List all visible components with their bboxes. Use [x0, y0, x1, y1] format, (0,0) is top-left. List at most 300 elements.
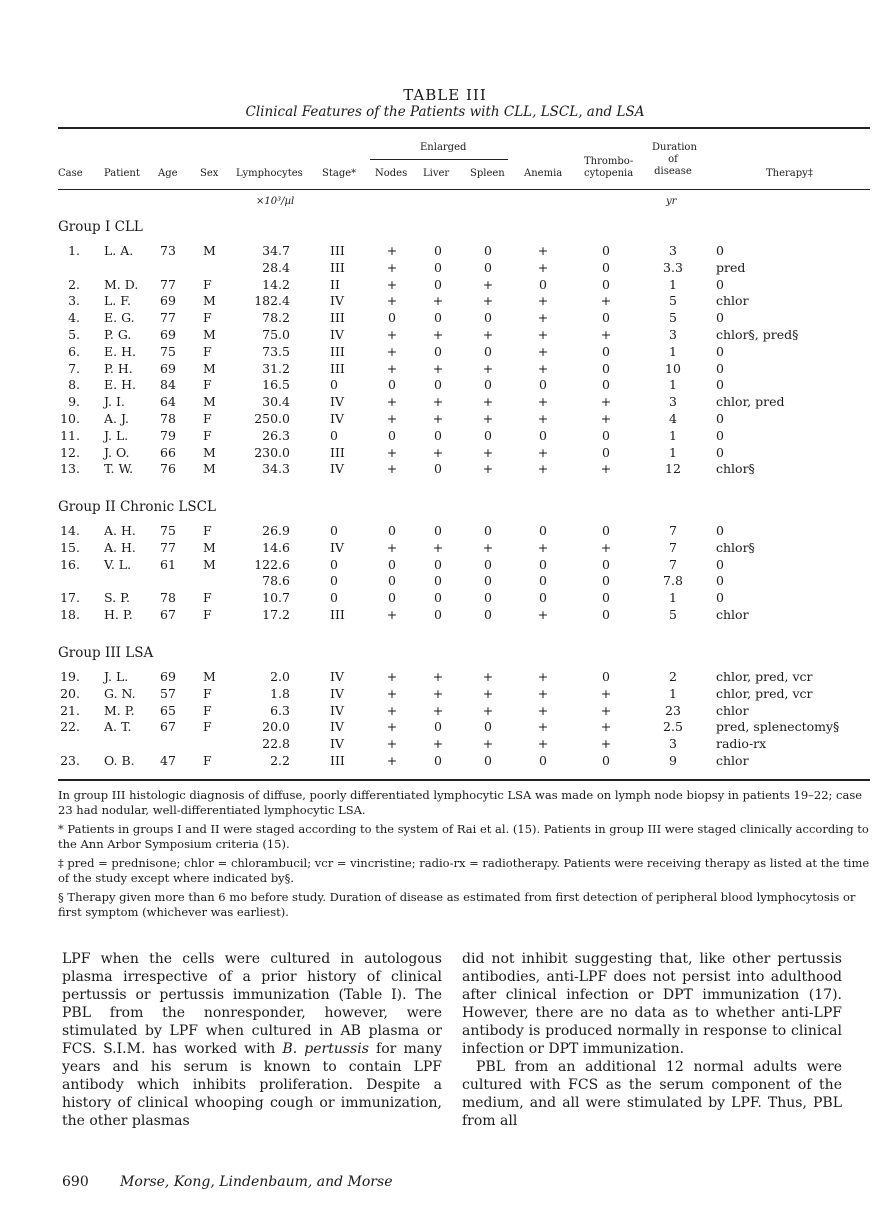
cell-anemia: +: [537, 343, 549, 359]
cell-anemia: +: [537, 394, 549, 410]
cell-therapy: 0: [716, 444, 724, 460]
cell-duration: 7: [669, 556, 677, 572]
cell-nodes: 0: [388, 556, 396, 572]
cell-liver: 0: [434, 523, 442, 538]
header-liver: Liver: [423, 168, 450, 179]
cell-lymphocytes: 22.8: [262, 736, 290, 752]
cell-patient: S. P.: [104, 590, 130, 606]
group-label: Group III LSA: [58, 645, 154, 661]
cell-duration: 3.3: [663, 259, 683, 275]
cell-lymphocytes: 182.4: [254, 293, 290, 309]
cell-age: 78: [160, 411, 176, 426]
cell-lymphocytes: 1.8: [270, 685, 290, 701]
cell-sex: F: [203, 343, 212, 359]
cell-liver: +: [432, 411, 444, 426]
cell-case: 7.: [68, 360, 80, 376]
cell-stage: IV: [330, 461, 344, 477]
cell-spleen: +: [482, 394, 494, 410]
cell-age: 64: [160, 394, 176, 410]
cell-thrombocytopenia: 0: [602, 259, 610, 275]
cell-liver: +: [432, 293, 444, 309]
table-top-rule: [58, 127, 870, 129]
cell-duration: 1: [669, 590, 677, 606]
cell-lymphocytes: 2.2: [270, 753, 290, 768]
cell-thrombocytopenia: 0: [602, 276, 610, 292]
cell-patient: A. J.: [104, 411, 129, 426]
cell-lymphocytes: 78.6: [262, 573, 290, 589]
cell-sex: M: [203, 556, 216, 572]
cell-case: 8.: [68, 377, 80, 393]
cell-duration: 5: [669, 607, 677, 622]
cell-stage: 0: [330, 427, 338, 443]
cell-anemia: +: [537, 293, 549, 309]
cell-stage: III: [330, 444, 345, 460]
cell-patient: L. F.: [104, 293, 131, 309]
header-stage: Stage*: [322, 168, 357, 179]
cell-anemia: 0: [539, 276, 547, 292]
cell-nodes: 0: [388, 523, 396, 538]
cell-thrombocytopenia: 0: [602, 753, 610, 768]
cell-therapy: 0: [716, 427, 724, 443]
cell-anemia: +: [537, 461, 549, 477]
cell-nodes: 0: [388, 377, 396, 393]
cell-liver: 0: [434, 573, 442, 589]
cell-therapy: chlor§: [716, 539, 755, 555]
cell-patient: E. G.: [104, 310, 135, 326]
cell-thrombocytopenia: 0: [602, 310, 610, 326]
cell-spleen: +: [482, 669, 494, 684]
cell-stage: 0: [330, 377, 338, 393]
cell-thrombocytopenia: 0: [602, 343, 610, 359]
cell-age: 57: [160, 685, 176, 701]
cell-duration: 5: [669, 293, 677, 309]
cell-age: 77: [160, 276, 176, 292]
cell-anemia: 0: [539, 753, 547, 768]
footnote-prior-therapy: § Therapy given more than 6 mo before study. Duration of disease as estimated from first detection of peripheral blood lymphocytosis or first symptom (whichever was earliest).: [58, 890, 856, 919]
cell-case: 19.: [60, 669, 80, 684]
cell-stage: IV: [330, 411, 344, 426]
cell-nodes: +: [386, 343, 398, 359]
cell-stage: IV: [330, 394, 344, 410]
cell-thrombocytopenia: 0: [602, 573, 610, 589]
cell-anemia: +: [537, 685, 549, 701]
cell-anemia: +: [537, 259, 549, 275]
cell-duration: 2.5: [663, 719, 683, 735]
cell-spleen: +: [482, 293, 494, 309]
cell-thrombocytopenia: 0: [602, 243, 610, 258]
cell-patient: H. P.: [104, 607, 133, 622]
cell-anemia: 0: [539, 427, 547, 443]
cell-thrombocytopenia: 0: [602, 607, 610, 622]
cell-nodes: +: [386, 276, 398, 292]
cell-case: 1.: [68, 243, 80, 258]
cell-sex: F: [203, 411, 212, 426]
cell-case: 3.: [68, 293, 80, 309]
cell-therapy: chlor: [716, 607, 749, 622]
cell-spleen: 0: [484, 753, 492, 768]
cell-liver: +: [432, 360, 444, 376]
cell-liver: 0: [434, 719, 442, 735]
cell-therapy: 0: [716, 343, 724, 359]
cell-stage: III: [330, 310, 345, 326]
cell-nodes: +: [386, 444, 398, 460]
cell-nodes: +: [386, 685, 398, 701]
cell-nodes: +: [386, 702, 398, 718]
unit-lymphocytes: ×10³/µl: [256, 196, 295, 207]
cell-nodes: +: [386, 411, 398, 426]
cell-duration: 4: [669, 411, 677, 426]
cell-sex: M: [203, 360, 216, 376]
cell-sex: F: [203, 719, 212, 735]
cell-therapy: 0: [716, 276, 724, 292]
footnote-staging: * Patients in groups I and II were staged according to the system of Rai et al. (15). Patients in group III were staged clinically according to the Ann Arbor Symposium criteria (15).: [58, 822, 869, 851]
cell-case: 23.: [60, 753, 80, 768]
cell-liver: 0: [434, 461, 442, 477]
cell-anemia: 0: [539, 556, 547, 572]
cell-duration: 1: [669, 276, 677, 292]
cell-lymphocytes: 16.5: [262, 377, 290, 393]
cell-age: 75: [160, 343, 176, 359]
cell-age: 79: [160, 427, 176, 443]
cell-thrombocytopenia: +: [600, 685, 612, 701]
cell-therapy: chlor: [716, 293, 749, 309]
cell-anemia: 0: [539, 573, 547, 589]
cell-lymphocytes: 34.7: [262, 243, 290, 258]
cell-patient: A. H.: [104, 523, 136, 538]
cell-thrombocytopenia: +: [600, 702, 612, 718]
cell-age: 84: [160, 377, 176, 393]
cell-spleen: 0: [484, 590, 492, 606]
cell-therapy: 0: [716, 310, 724, 326]
cell-anemia: 0: [539, 523, 547, 538]
cell-sex: M: [203, 394, 216, 410]
cell-sex: F: [203, 523, 212, 538]
cell-lymphocytes: 30.4: [262, 394, 290, 410]
header-thrombocytopenia: Thrombo- cytopenia: [584, 156, 634, 179]
cell-spleen: +: [482, 327, 494, 342]
cell-nodes: +: [386, 736, 398, 752]
cell-sex: F: [203, 753, 212, 768]
enlarged-rule: [370, 159, 508, 160]
cell-duration: 12: [665, 461, 681, 477]
cell-liver: +: [432, 394, 444, 410]
cell-stage: III: [330, 607, 345, 622]
cell-therapy: 0: [716, 243, 724, 258]
cell-age: 69: [160, 360, 176, 376]
cell-duration: 7: [669, 523, 677, 538]
cell-spleen: +: [482, 736, 494, 752]
cell-duration: 2: [669, 669, 677, 684]
cell-stage: 0: [330, 573, 338, 589]
cell-sex: F: [203, 377, 212, 393]
cell-spleen: +: [482, 685, 494, 701]
table-title: TABLE III: [403, 86, 487, 104]
cell-patient: J. L.: [104, 669, 129, 684]
body-right-paragraph-2: PBL from an additional 12 normal adults were cultured with FCS as the serum component of the medium, and all were stimulated by LPF. Thus, PBL from all: [462, 1059, 842, 1129]
cell-liver: +: [432, 736, 444, 752]
cell-duration: 9: [669, 753, 677, 768]
cell-sex: F: [203, 276, 212, 292]
cell-spleen: 0: [484, 607, 492, 622]
cell-duration: 1: [669, 377, 677, 393]
cell-lymphocytes: 230.0: [254, 444, 290, 460]
cell-spleen: +: [482, 411, 494, 426]
cell-case: 12.: [60, 444, 80, 460]
cell-therapy: chlor, pred: [716, 394, 785, 410]
cell-stage: III: [330, 243, 345, 258]
cell-patient: A. H.: [104, 539, 136, 555]
cell-sex: F: [203, 310, 212, 326]
table-subtitle: Clinical Features of the Patients with CLL, LSCL, and LSA: [245, 104, 645, 120]
header-patient: Patient: [104, 168, 140, 179]
cell-patient: P. H.: [104, 360, 133, 376]
cell-sex: M: [203, 327, 216, 342]
cell-anemia: +: [537, 327, 549, 342]
cell-anemia: +: [537, 360, 549, 376]
cell-lymphocytes: 78.2: [262, 310, 290, 326]
cell-therapy: chlor, pred, vcr: [716, 669, 813, 684]
cell-stage: IV: [330, 539, 344, 555]
cell-liver: 0: [434, 343, 442, 359]
cell-lymphocytes: 250.0: [254, 411, 290, 426]
cell-therapy: 0: [716, 556, 724, 572]
cell-nodes: 0: [388, 427, 396, 443]
cell-age: 67: [160, 607, 176, 622]
cell-duration: 1: [669, 444, 677, 460]
cell-sex: F: [203, 590, 212, 606]
cell-liver: 0: [434, 427, 442, 443]
cell-nodes: +: [386, 327, 398, 342]
cell-spleen: 0: [484, 377, 492, 393]
cell-age: 67: [160, 719, 176, 735]
cell-anemia: +: [537, 539, 549, 555]
cell-anemia: +: [537, 444, 549, 460]
cell-anemia: +: [537, 411, 549, 426]
cell-liver: +: [432, 685, 444, 701]
body-right-column: [462, 950, 842, 1130]
cell-duration: 1: [669, 685, 677, 701]
cell-therapy: 0: [716, 377, 724, 393]
cell-therapy: chlor, pred, vcr: [716, 685, 813, 701]
cell-spleen: 0: [484, 427, 492, 443]
cell-nodes: +: [386, 259, 398, 275]
cell-patient: L. A.: [104, 243, 134, 258]
cell-age: 47: [160, 753, 176, 768]
cell-stage: 0: [330, 556, 338, 572]
header-lymphocytes: Lymphocytes: [236, 168, 303, 179]
cell-anemia: +: [537, 243, 549, 258]
cell-lymphocytes: 14.2: [262, 276, 290, 292]
cell-age: 69: [160, 327, 176, 342]
header-nodes: Nodes: [375, 168, 408, 179]
cell-patient: A. T.: [104, 719, 132, 735]
cell-thrombocytopenia: +: [600, 293, 612, 309]
cell-patient: J. I.: [104, 394, 125, 410]
cell-case: 17.: [60, 590, 80, 606]
cell-stage: IV: [330, 685, 344, 701]
cell-liver: 0: [434, 753, 442, 768]
cell-patient: G. N.: [104, 685, 136, 701]
cell-case: 20.: [60, 685, 80, 701]
cell-thrombocytopenia: +: [600, 539, 612, 555]
cell-patient: P. G.: [104, 327, 132, 342]
cell-therapy: radio-rx: [716, 736, 767, 752]
page-number: 690: [62, 1174, 89, 1190]
cell-case: 4.: [68, 310, 80, 326]
cell-stage: III: [330, 360, 345, 376]
cell-thrombocytopenia: +: [600, 327, 612, 342]
cell-spleen: 0: [484, 310, 492, 326]
table-bottom-rule: [58, 779, 870, 781]
cell-anemia: 0: [539, 590, 547, 606]
cell-spleen: 0: [484, 259, 492, 275]
header-age: Age: [158, 168, 178, 179]
cell-liver: +: [432, 444, 444, 460]
cell-liver: 0: [434, 377, 442, 393]
cell-duration: 23: [665, 702, 681, 718]
cell-liver: 0: [434, 310, 442, 326]
cell-age: 77: [160, 539, 176, 555]
header-bottom-rule: [58, 189, 870, 190]
cell-thrombocytopenia: 0: [602, 377, 610, 393]
cell-patient: E. H.: [104, 377, 136, 393]
cell-nodes: +: [386, 293, 398, 309]
cell-lymphocytes: 14.6: [262, 539, 290, 555]
cell-anemia: +: [537, 736, 549, 752]
cell-anemia: +: [537, 719, 549, 735]
cell-stage: III: [330, 753, 345, 768]
header-duration: Duration of disease: [652, 142, 697, 177]
cell-liver: 0: [434, 243, 442, 258]
body-left-text-b: for many years and his serum is known to contain LPF antibody which inhibits proliferation. Despite a history of clinical whooping cough or immunization, the other plasmas: [62, 1041, 442, 1129]
cell-nodes: 0: [388, 590, 396, 606]
cell-therapy: 0: [716, 411, 724, 426]
cell-anemia: 0: [539, 377, 547, 393]
header-enlarged: Enlarged: [420, 142, 467, 153]
cell-therapy: 0: [716, 573, 724, 589]
cell-nodes: +: [386, 539, 398, 555]
cell-sex: M: [203, 461, 216, 477]
cell-duration: 10: [665, 360, 681, 376]
cell-spleen: 0: [484, 343, 492, 359]
cell-anemia: +: [537, 702, 549, 718]
body-right-paragraph-1: did not inhibit suggesting that, like other pertussis antibodies, anti-LPF does not persist into adulthood after clinical infection or DPT immunization (17). However, there are no data as to whether anti-LPF antibody is produced normally in response to clinical infection or DPT immunization.: [462, 951, 842, 1057]
cell-lymphocytes: 28.4: [262, 259, 290, 275]
cell-case: 18.: [60, 607, 80, 622]
cell-age: 65: [160, 702, 176, 718]
cell-stage: 0: [330, 590, 338, 606]
cell-case: 9.: [68, 394, 80, 410]
cell-stage: III: [330, 259, 345, 275]
cell-duration: 5: [669, 310, 677, 326]
cell-sex: M: [203, 444, 216, 460]
cell-thrombocytopenia: +: [600, 461, 612, 477]
cell-case: 14.: [60, 523, 80, 538]
cell-spleen: +: [482, 276, 494, 292]
cell-lymphocytes: 10.7: [262, 590, 290, 606]
cell-duration: 1: [669, 427, 677, 443]
group-label: Group II Chronic LSCL: [58, 499, 216, 515]
unit-duration: yr: [666, 196, 677, 207]
cell-thrombocytopenia: 0: [602, 444, 610, 460]
cell-thrombocytopenia: 0: [602, 669, 610, 684]
cell-sex: M: [203, 669, 216, 684]
cell-age: 76: [160, 461, 176, 477]
cell-case: 15.: [60, 539, 80, 555]
cell-age: 61: [160, 556, 176, 572]
cell-case: 21.: [60, 702, 80, 718]
cell-case: 5.: [68, 327, 80, 342]
cell-duration: 3: [669, 394, 677, 410]
cell-liver: +: [432, 702, 444, 718]
cell-therapy: pred: [716, 259, 746, 275]
cell-sex: M: [203, 293, 216, 309]
cell-therapy: 0: [716, 523, 724, 538]
footnote-group-iii: In group III histologic diagnosis of diffuse, poorly differentiated lymphocytic LSA was made on lymph node biopsy in patients 19–22; case 23 had nodular, well-differentiated lymphocytic LSA.: [58, 788, 863, 817]
cell-thrombocytopenia: 0: [602, 427, 610, 443]
cell-anemia: +: [537, 669, 549, 684]
cell-spleen: +: [482, 360, 494, 376]
cell-stage: IV: [330, 669, 344, 684]
cell-stage: 0: [330, 523, 338, 538]
body-left-species: B. pertussis: [282, 1041, 369, 1057]
cell-stage: III: [330, 343, 345, 359]
cell-nodes: +: [386, 461, 398, 477]
cell-nodes: +: [386, 753, 398, 768]
cell-case: 13.: [60, 461, 80, 477]
cell-nodes: 0: [388, 310, 396, 326]
cell-sex: M: [203, 539, 216, 555]
cell-lymphocytes: 75.0: [262, 327, 290, 342]
cell-lymphocytes: 26.3: [262, 427, 290, 443]
cell-spleen: 0: [484, 523, 492, 538]
header-sex: Sex: [200, 168, 219, 179]
cell-therapy: chlor: [716, 753, 749, 768]
cell-spleen: +: [482, 702, 494, 718]
cell-thrombocytopenia: +: [600, 719, 612, 735]
cell-duration: 7.8: [663, 573, 683, 589]
cell-stage: IV: [330, 719, 344, 735]
cell-spleen: 0: [484, 573, 492, 589]
cell-spleen: 0: [484, 243, 492, 258]
cell-spleen: 0: [484, 719, 492, 735]
cell-stage: IV: [330, 736, 344, 752]
cell-nodes: +: [386, 243, 398, 258]
cell-therapy: chlor: [716, 702, 749, 718]
cell-liver: 0: [434, 259, 442, 275]
cell-lymphocytes: 31.2: [262, 360, 290, 376]
header-therapy: Therapy‡: [766, 168, 813, 179]
cell-duration: 1: [669, 343, 677, 359]
cell-patient: J. O.: [104, 444, 130, 460]
cell-patient: M. D.: [104, 276, 139, 292]
cell-patient: O. B.: [104, 753, 135, 768]
cell-thrombocytopenia: 0: [602, 556, 610, 572]
cell-sex: M: [203, 243, 216, 258]
cell-nodes: +: [386, 719, 398, 735]
cell-nodes: +: [386, 360, 398, 376]
cell-age: 77: [160, 310, 176, 326]
cell-age: 75: [160, 523, 176, 538]
cell-anemia: +: [537, 607, 549, 622]
cell-therapy: 0: [716, 590, 724, 606]
cell-sex: F: [203, 685, 212, 701]
cell-nodes: +: [386, 669, 398, 684]
header-anemia: Anemia: [524, 168, 563, 179]
cell-lymphocytes: 122.6: [254, 556, 290, 572]
cell-patient: J. L.: [104, 427, 129, 443]
cell-sex: F: [203, 427, 212, 443]
